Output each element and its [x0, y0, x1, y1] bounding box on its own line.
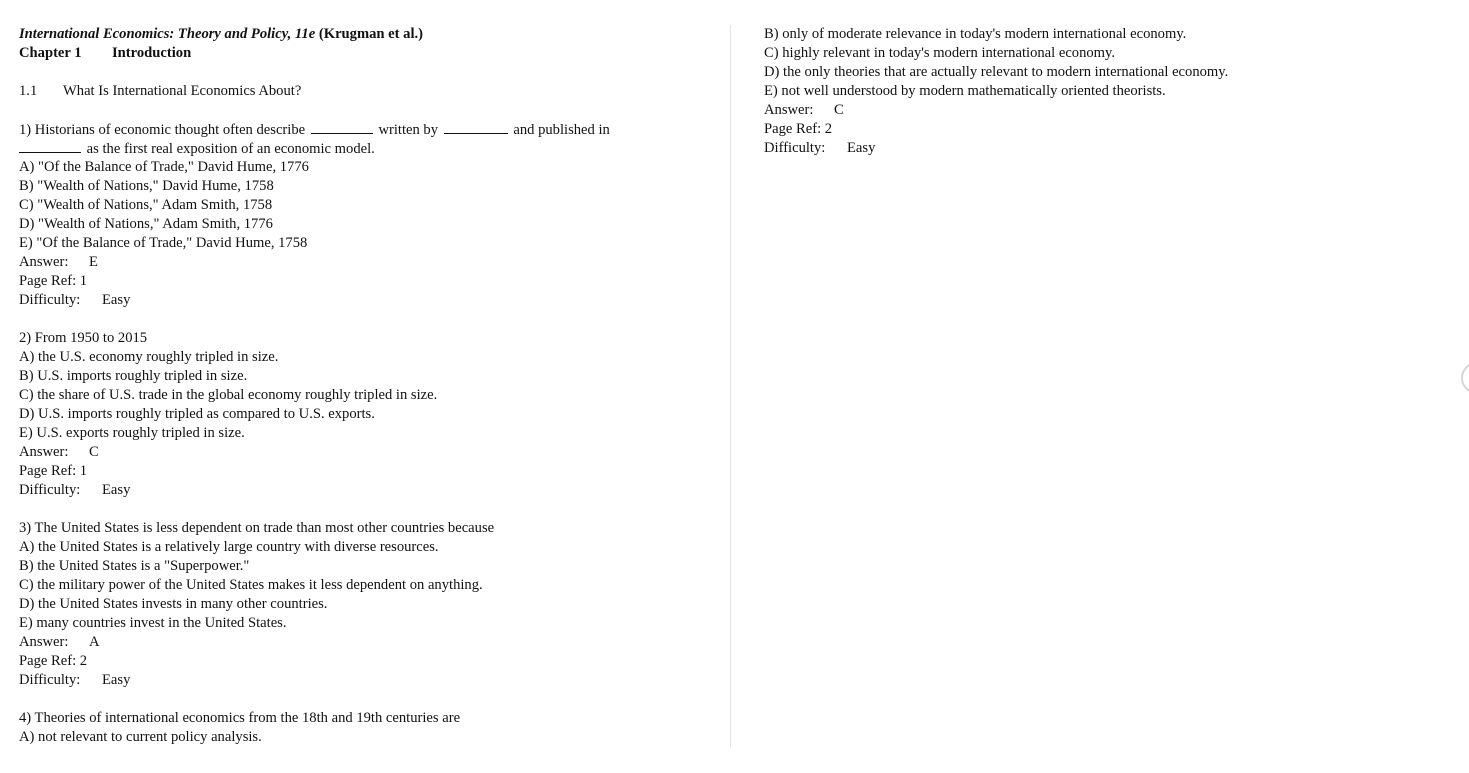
left-column — [19, 25, 709, 747]
difficulty-label: Difficulty: — [764, 140, 826, 156]
stem-part: 1) Historians of economic thought often describe — [19, 122, 306, 138]
difficulty-label: Difficulty: — [19, 292, 81, 308]
page-ref: Page Ref: 1 — [19, 273, 88, 289]
answer-value: E — [89, 254, 98, 270]
question-3 — [19, 519, 709, 690]
answer-value: C — [834, 102, 844, 118]
option-c: C) highly relevant in today's modern international economy. — [764, 45, 1116, 61]
section-number: 1.1 — [19, 83, 38, 99]
difficulty-label: Difficulty: — [19, 482, 81, 498]
stem-part: written by — [378, 122, 439, 138]
difficulty-line — [19, 671, 709, 690]
option-a: A) not relevant to current policy analysis. — [19, 729, 262, 745]
option-d: D) the only theories that are actually relevant to modern international economy. — [764, 64, 1229, 80]
chapter-heading — [19, 44, 709, 63]
fill-blank — [444, 120, 508, 134]
difficulty-line — [764, 139, 1414, 158]
page-ref: Page Ref: 2 — [764, 121, 833, 137]
document-title — [19, 25, 709, 44]
section-title: What Is International Economics About? — [63, 83, 302, 99]
chapter-label: Chapter 1 — [19, 45, 82, 61]
difficulty-value: Easy — [847, 140, 876, 156]
option-e: E) many countries invest in the United States. — [19, 615, 287, 631]
option-e: E) "Of the Balance of Trade," David Hume, 1758 — [19, 235, 308, 251]
option-e: E) U.S. exports roughly tripled in size. — [19, 425, 245, 441]
difficulty-line — [19, 481, 709, 500]
answer-line — [19, 253, 709, 272]
option-a: A) "Of the Balance of Trade," David Hume, 1776 — [19, 159, 309, 175]
side-scroll-handle[interactable] — [1461, 362, 1469, 394]
option-a: A) the U.S. economy roughly tripled in size. — [19, 349, 279, 365]
option-d: D) the United States invests in many other countries. — [19, 596, 328, 612]
stem-part: and published in — [513, 122, 610, 138]
option-d: D) U.S. imports roughly tripled as compared to U.S. exports. — [19, 406, 375, 422]
book-authors: (Krugman et al.) — [318, 26, 424, 42]
question-1 — [19, 120, 709, 310]
answer-line — [19, 633, 709, 652]
difficulty-line — [19, 291, 709, 310]
book-title: International Economics: Theory and Policy, 11e — [19, 26, 316, 42]
question-stem-cont — [19, 139, 709, 158]
answer-label: Answer: — [764, 102, 814, 118]
difficulty-value: Easy — [102, 482, 131, 498]
answer-label: Answer: — [19, 634, 69, 650]
answer-label: Answer: — [19, 444, 69, 460]
option-c: C) "Wealth of Nations," Adam Smith, 1758 — [19, 197, 273, 213]
option-c: C) the share of U.S. trade in the global economy roughly tripled in size. — [19, 387, 438, 403]
option-d: D) "Wealth of Nations," Adam Smith, 1776 — [19, 216, 273, 232]
answer-label: Answer: — [19, 254, 69, 270]
answer-line — [19, 443, 709, 462]
answer-value: A — [89, 634, 100, 650]
fill-blank — [311, 120, 373, 134]
column-divider — [730, 25, 731, 747]
option-a: A) the United States is a relatively large country with diverse resources. — [19, 539, 439, 555]
question-stem: 3) The United States is less dependent on trade than most other countries because — [19, 520, 495, 536]
stem-part: as the first real exposition of an economic model. — [86, 141, 375, 157]
option-e: E) not well understood by modern mathematically oriented theorists. — [764, 83, 1166, 99]
question-stem: 2) From 1950 to 2015 — [19, 330, 148, 346]
page-ref: Page Ref: 2 — [19, 653, 88, 669]
question-stem: 4) Theories of international economics from the 18th and 19th centuries are — [19, 710, 461, 726]
answer-value: C — [89, 444, 99, 460]
section-heading — [19, 82, 709, 101]
question-2 — [19, 329, 709, 500]
answer-line — [764, 101, 1414, 120]
right-column — [764, 25, 1414, 158]
option-b: B) "Wealth of Nations," David Hume, 1758 — [19, 178, 274, 194]
difficulty-label: Difficulty: — [19, 672, 81, 688]
chapter-title: Introduction — [112, 45, 192, 61]
question-stem — [19, 120, 709, 139]
question-4-continued — [764, 25, 1414, 158]
difficulty-value: Easy — [102, 672, 131, 688]
option-b: B) U.S. imports roughly tripled in size. — [19, 368, 248, 384]
page-ref: Page Ref: 1 — [19, 463, 88, 479]
option-c: C) the military power of the United States makes it less dependent on anything. — [19, 577, 483, 593]
difficulty-value: Easy — [102, 292, 131, 308]
document-page — [19, 25, 1449, 745]
option-b: B) only of moderate relevance in today's modern international economy. — [764, 26, 1187, 42]
fill-blank — [19, 139, 81, 153]
question-4 — [19, 709, 709, 747]
option-b: B) the United States is a "Superpower." — [19, 558, 250, 574]
